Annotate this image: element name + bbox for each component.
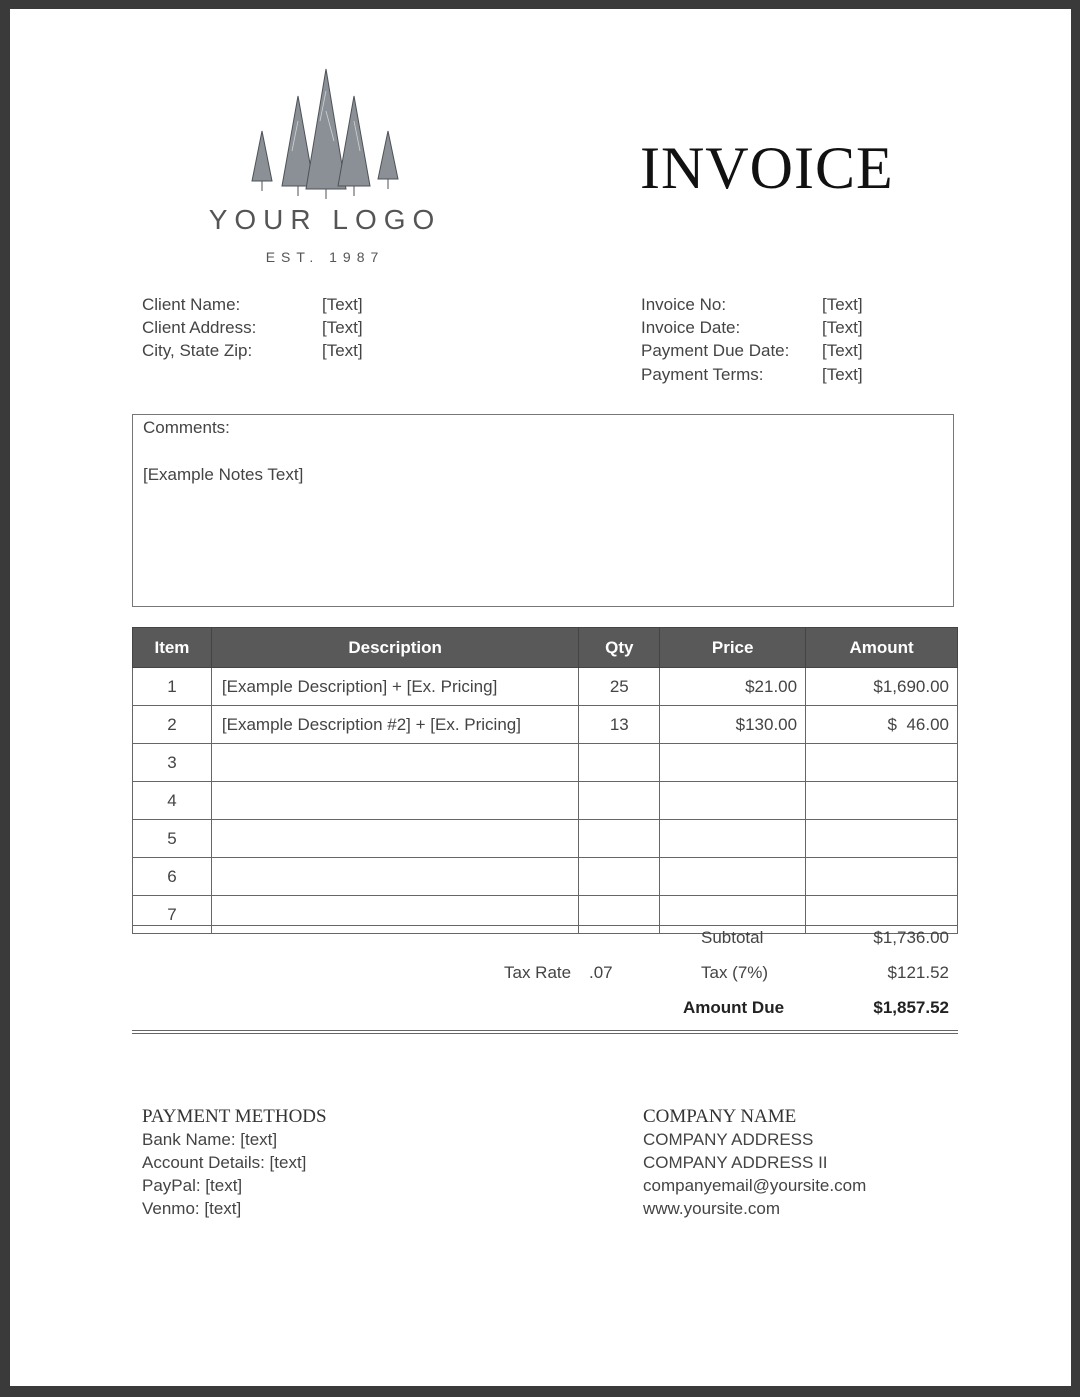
tax-rate-value[interactable]: .07: [589, 963, 613, 982]
company-email-link[interactable]: companyemail@yoursite.com: [643, 1176, 867, 1195]
item-header: Item: [133, 628, 212, 668]
qty-header: Qty: [579, 628, 660, 668]
description-cell[interactable]: [211, 896, 578, 934]
invoice-page: [10, 9, 1071, 1386]
client-name-value: [Text]: [322, 295, 363, 314]
client-address-value: [Text]: [322, 318, 363, 337]
item-cell: 3: [133, 744, 212, 782]
account-details-line: Account Details: [text]: [142, 1153, 307, 1172]
description-cell[interactable]: [211, 782, 578, 820]
company-section: [643, 1105, 866, 1220]
description-header: Description: [211, 628, 578, 668]
company-website-link[interactable]: www.yoursite.com: [643, 1199, 780, 1218]
client-city-label: City, State Zip:: [142, 341, 253, 360]
subtotal-value: $1,736.00: [873, 928, 949, 947]
payment-due-date-label: Payment Due Date:: [641, 341, 790, 360]
client-name-label: Client Name:: [142, 295, 241, 314]
price-cell[interactable]: $130.00: [660, 706, 806, 744]
item-cell: 6: [133, 858, 212, 896]
amount-cell: [806, 858, 958, 896]
amount-cell: [806, 782, 958, 820]
description-cell[interactable]: [211, 820, 578, 858]
item-cell: 2: [133, 706, 212, 744]
qty-cell[interactable]: [579, 858, 660, 896]
item-cell: 4: [133, 782, 212, 820]
company-name-heading: COMPANY NAME: [643, 1106, 797, 1127]
invoice-no-value: [Text]: [822, 295, 863, 314]
payment-methods-section: [142, 1105, 327, 1220]
description-cell[interactable]: [211, 858, 578, 896]
totals-double-rule-top: [132, 1030, 958, 1031]
invoice-date-value: [Text]: [822, 318, 863, 337]
pine-trees-icon: [240, 61, 400, 201]
amount-cell: [806, 820, 958, 858]
amount-due-label: Amount Due: [683, 998, 785, 1017]
invoice-title: INVOICE: [640, 135, 894, 201]
price-cell[interactable]: [660, 782, 806, 820]
logo-text: YOUR LOGO: [208, 204, 442, 235]
table-row: [133, 820, 958, 858]
items-table: [132, 627, 958, 934]
table-row: [133, 782, 958, 820]
qty-cell[interactable]: 25: [579, 668, 660, 706]
invoice-no-label: Invoice No:: [641, 295, 727, 314]
table-row: [133, 668, 958, 706]
description-cell[interactable]: [Example Description] + [Ex. Pricing]: [211, 668, 578, 706]
qty-cell[interactable]: [579, 744, 660, 782]
company-address-2-line: COMPANY ADDRESS II: [643, 1153, 828, 1172]
amount-due-value: $1,857.52: [873, 998, 949, 1017]
tax-rate-label: Tax Rate: [504, 963, 572, 982]
description-cell[interactable]: [211, 744, 578, 782]
qty-cell[interactable]: [579, 820, 660, 858]
table-row: [133, 896, 958, 934]
amount-header: Amount: [806, 628, 958, 668]
comments-box[interactable]: [132, 414, 954, 607]
price-cell[interactable]: [660, 744, 806, 782]
qty-cell[interactable]: [579, 782, 660, 820]
price-cell[interactable]: $21.00: [660, 668, 806, 706]
price-cell[interactable]: [660, 820, 806, 858]
payment-terms-value: [Text]: [822, 365, 863, 384]
qty-cell[interactable]: [579, 896, 660, 934]
table-row: [133, 744, 958, 782]
table-header-row: [133, 628, 958, 668]
client-city-value: [Text]: [322, 341, 363, 360]
table-row: [133, 858, 958, 896]
description-cell[interactable]: [Example Description #2] + [Ex. Pricing]: [211, 706, 578, 744]
payment-terms-label: Payment Terms:: [641, 365, 764, 384]
logo-established: EST. 1987: [265, 249, 385, 265]
client-address-label: Client Address:: [142, 318, 257, 337]
venmo-line: Venmo: [text]: [142, 1199, 242, 1218]
table-bottom-rule: [132, 925, 958, 926]
item-cell: 1: [133, 668, 212, 706]
amount-cell: $ 46.00: [806, 706, 958, 744]
payment-due-date-value: [Text]: [822, 341, 863, 360]
price-cell[interactable]: [660, 858, 806, 896]
amount-cell: $1,690.00: [806, 668, 958, 706]
table-row: [133, 706, 958, 744]
price-header: Price: [660, 628, 806, 668]
item-cell: 7: [133, 896, 212, 934]
amount-cell: [806, 744, 958, 782]
qty-cell[interactable]: 13: [579, 706, 660, 744]
totals-double-rule-bottom: [132, 1033, 958, 1034]
item-cell: 5: [133, 820, 212, 858]
paypal-line: PayPal: [text]: [142, 1176, 243, 1195]
subtotal-label: Subtotal: [701, 928, 764, 947]
company-address-line: COMPANY ADDRESS: [643, 1130, 814, 1149]
bank-name-line: Bank Name: [text]: [142, 1130, 278, 1149]
comments-text[interactable]: [Example Notes Text]: [143, 465, 304, 484]
comments-label: Comments:: [143, 418, 230, 437]
payment-methods-heading: PAYMENT METHODS: [142, 1106, 327, 1127]
tax-value: $121.52: [887, 963, 949, 982]
tax-label: Tax (7%): [701, 963, 769, 982]
invoice-date-label: Invoice Date:: [641, 318, 741, 337]
